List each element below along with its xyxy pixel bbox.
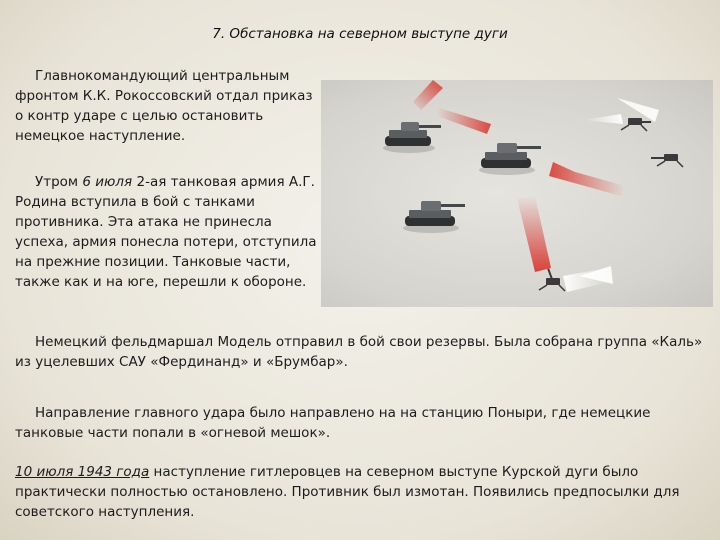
paragraph-july-10: [15, 462, 710, 522]
paragraph-text: Немецкий фельдмаршал Модель отправил в бой свои резервы. Была собрана группа «Каль» из уцелевших САУ «Фердинанд» и «Брумбар».: [15, 334, 703, 370]
date-july-10: 10 июля 1943 года: [15, 464, 150, 480]
paragraph-model: [15, 332, 710, 372]
paragraph-text: Направление главного удара было направлено на на станцию Поныри, где немецкие танковые части попали в «огневой мешок».: [15, 405, 651, 441]
paragraph-text: Главнокомандующий центральным фронтом К.К. Рокоссовский отдал приказ о контр ударе с целью остановить немецкое наступление.: [15, 68, 313, 144]
paragraph-prefix: Утром: [35, 174, 83, 190]
shell-trail: [583, 114, 623, 124]
tank-icon: [479, 143, 541, 175]
paragraph-ponyri: [15, 403, 710, 443]
paragraph-text: 2-ая танковая армия А.Г. Родина вступила в бой с танками противника. Эта атака не принесла успеха, армия понесла потери, отступила на прежние позиции. Танковые части, также как и на юге, перешли к обороне.: [15, 174, 317, 290]
paragraph-rokossovsky: [15, 66, 315, 146]
date-july-6: 6 июля: [82, 174, 133, 190]
fire-beam: [413, 80, 443, 110]
anti-tank-gun: [651, 154, 683, 167]
anti-tank-gun: [539, 269, 565, 291]
fire-beam: [549, 162, 625, 196]
slide-title: 7. Обстановка на северном выступе дуги: [212, 26, 508, 42]
paragraph-text: наступление гитлеровцев на северном выступе Курской дуги было практически полностью остановлено. Противник был измотан. Появились предпосылки для советского наступления.: [15, 464, 680, 520]
tank-icon: [403, 201, 465, 233]
tank-icon: [383, 122, 441, 153]
fire-beam: [437, 108, 491, 134]
anti-tank-gun: [621, 118, 651, 131]
fire-beam: [517, 196, 551, 272]
paragraph-july-6: [15, 172, 327, 292]
battle-illustration: [321, 80, 713, 307]
battle-scene-svg: [321, 80, 713, 307]
